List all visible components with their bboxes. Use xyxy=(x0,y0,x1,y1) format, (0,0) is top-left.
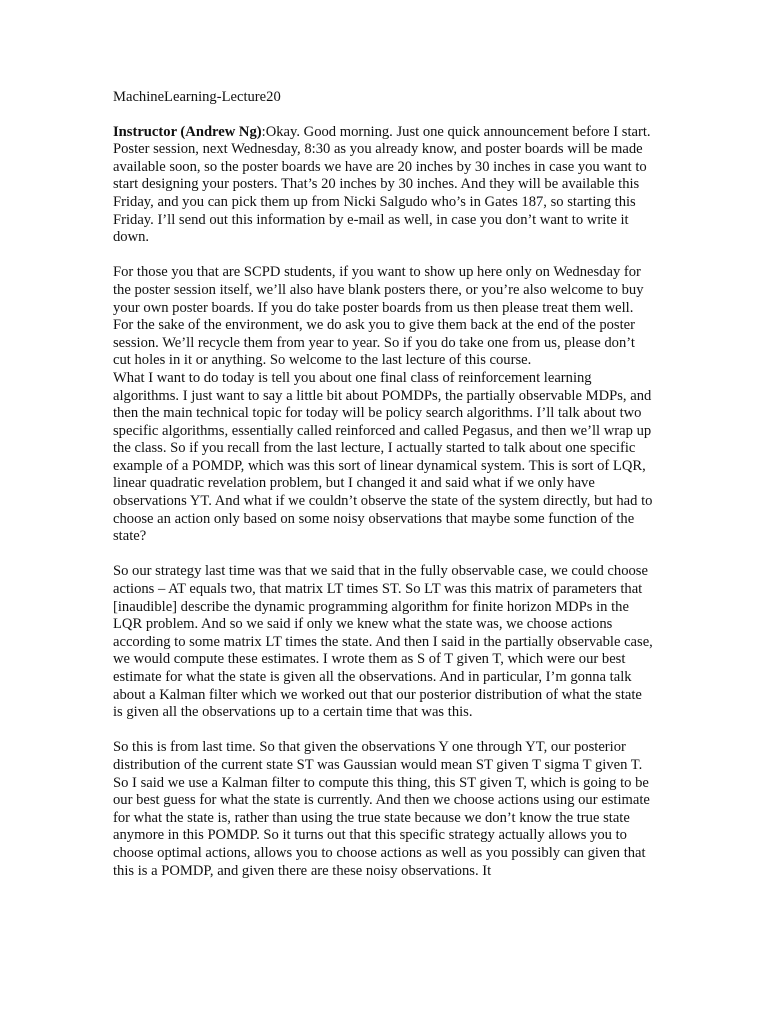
paragraph-5: So this is from last time. So that given the observations Y one through YT, our posterior distribution of the current state ST was Gaussian would mean ST given T sigma T given T. So I said we use a Kalman filter to compute this thing, this ST given T, which is going to be our best guess for what the state is currently. And then we choose actions using our estimate for what the state is, rather than using the true state because we don’t know the true state anymore in this POMDP. So it turns out that this specific strategy actually allows you to choose optimal actions, allows you to choose actions as well as you possibly can given that this is a POMDP, and given there are these noisy observations. It xyxy=(113,739,650,879)
document-body xyxy=(113,89,653,898)
speaker-label: Instructor (Andrew Ng) xyxy=(113,123,262,140)
paragraph-2: For those you that are SCPD students, if you want to show up here only on Wednesday for the poster session itself, we’ll also have blank posters there, or you’re also welcome to buy your own poster boards. If you do take poster boards from us then please treat them well. For the sake of the environment, we do ask you to give them back at the end of the poster session. We’ll recycle them from year to year. So if you do take one from us, please don’t cut holes in it or anything. So welcome to the last lecture of this course. xyxy=(113,264,644,369)
document-title: MachineLearning-Lecture20 xyxy=(113,89,281,105)
paragraph-3: What I want to do today is tell you about one final class of reinforcement learning algorithms. I just want to say a little bit about POMDPs, the partially observable MDPs, and then the main technical topic for today will be policy search algorithms. I’ll talk about two specific algorithms, essentially called reinforced and called Pegasus, and then we’ll wrap up the class. So if you recall from the last lecture, I actually started to talk about one specific example of a POMDP, which was this sort of linear dynamical system. This is sort of LQR, linear quadratic revelation problem, but I changed it and said what if we only have observations YT. And what if we couldn’t observe the state of the system directly, but had to choose an action only based on some noisy observations that maybe some function of the state? xyxy=(113,369,653,545)
paragraph-4: So our strategy last time was that we said that in the fully observable case, we could choose actions – AT equals two, that matrix LT times ST. So LT was this matrix of parameters that [inaudible] describe the dynamic programming algorithm for finite horizon MDPs in the LQR problem. And so we said if only we knew what the state was, we choose actions according to some matrix LT times the state. And then I said in the partially observable case, we would compute these estimates. I wrote them as S of T given T, which were our best estimate for what the state is given all the observations. And in particular, I’m gonna talk about a Kalman filter which we worked out that our posterior distribution of what the state is given all the observations up to a certain time that was this. xyxy=(113,563,653,721)
paragraph-1 xyxy=(113,124,653,247)
paragraph-1-text: :Okay. Good morning. Just one quick announcement before I start. Poster session, next Wednesday, 8:30 as you already know, and poster boards will be made available soon, so the poster boards we have are 20 inches by 30 inches in case you want to start designing your posters. That’s 20 inches by 30 inches. And they will be available this Friday, and you can pick them up from Nicki Salgudo who’s in Gates 187, so starting this Friday. I’ll send out this information by e-mail as well, in case you don’t want to write it down. xyxy=(113,123,651,246)
